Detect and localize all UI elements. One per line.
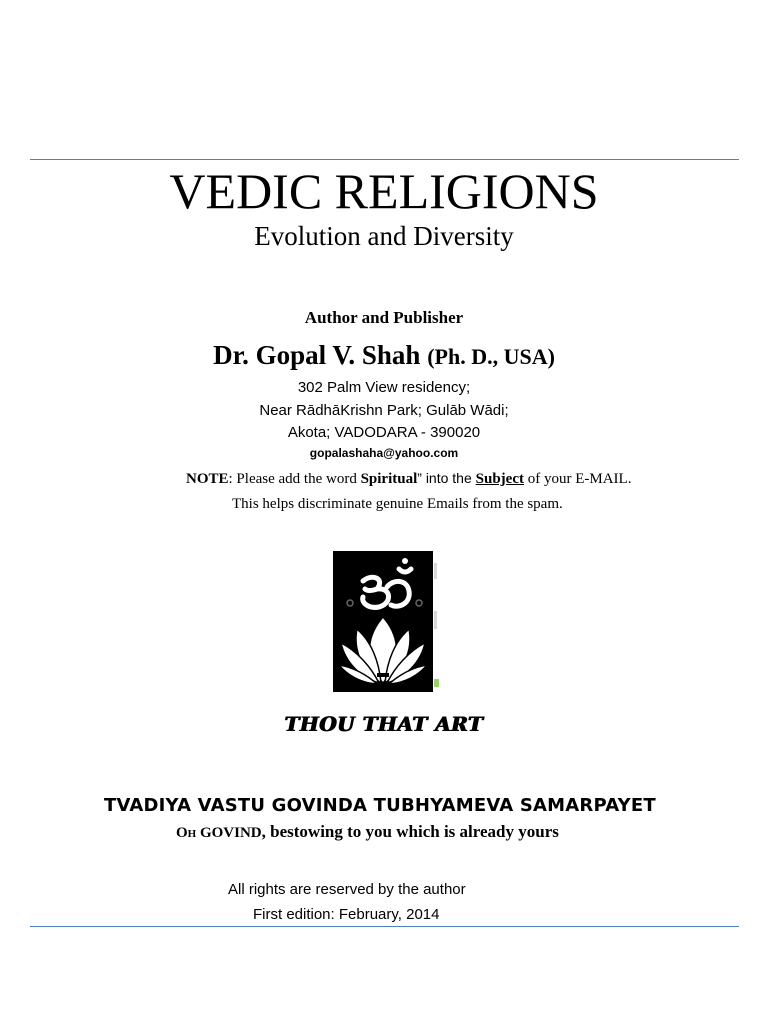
note-text-3: of your E-MAIL. [523,471,632,487]
mantra: TVADIYA VASTU GOVINDA TUBHYAMEVA SAMARPAYET [104,795,656,816]
note-text-2: ” into the [417,470,476,486]
author-name-line [0,337,768,375]
address-line-3: Akota; VADODARA - 390020 [287,424,481,441]
om-lotus-icon [333,551,443,692]
translation-prefix: Oh GOVIND [176,825,262,841]
motto: THOU THAT ART [284,712,484,736]
note-line-2: This helps discriminate genuine Emails from the spam. [232,496,563,512]
rights-notice: All rights are reserved by the author [228,881,466,898]
translation-rest: , bestowing to you which is already yours [261,822,559,841]
book-subtitle: Evolution and Diversity [254,221,514,251]
note-subject: Subject [475,471,524,487]
author-label: Author and Publisher [304,308,464,327]
note-label: NOTE [186,471,229,487]
bottom-divider [30,926,739,927]
author-credentials: (Ph. D., USA) [427,344,555,369]
note-text-1: : Please add the word [228,471,361,487]
author-name: Dr. Gopal V. Shah [213,340,421,370]
author-email: gopalashaha@yahoo.com [309,446,459,460]
book-title: VEDIC RELIGIONS [169,163,599,219]
edition-info: First edition: February, 2014 [253,906,440,923]
address-line-2: Near RādhāKrishn Park; Gulāb Wādi; [259,402,509,419]
note-keyword: Spiritual [360,471,418,487]
address-line-1: 302 Palm View residency; [297,379,471,396]
top-divider [30,159,739,160]
note-line-1 [186,468,631,489]
mantra-translation [176,821,559,844]
